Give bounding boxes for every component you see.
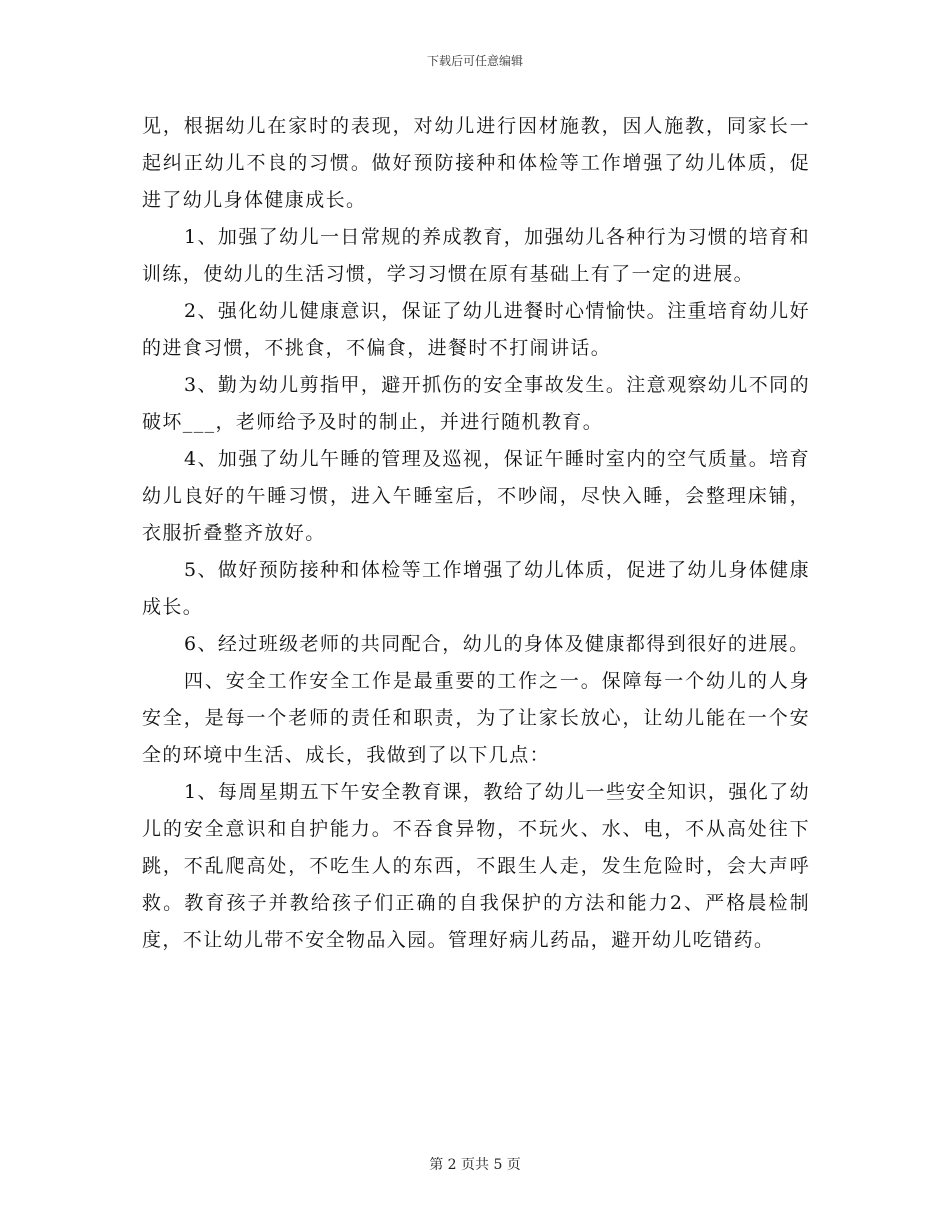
paragraph-item-4: 4、加强了幼儿午睡的管理及巡视，保证午睡时室内的空气质量。培育幼儿良好的午睡习惯，进入午睡室后，不吵闹，尽快入睡，会整理床铺，衣服折叠整齐放好。 (142, 448, 810, 544)
paragraph-item-2: 2、强化幼儿健康意识，保证了幼儿进餐时心情愉快。注重培育幼儿好的进食习惯，不挑食，不偏食，进餐时不打闹讲话。 (142, 300, 810, 359)
paragraph-item-6: 6、经过班级老师的共同配合，幼儿的身体及健康都得到很好的进展。 (184, 633, 810, 655)
paragraph-item-3: 3、勤为幼儿剪指甲，避开抓伤的安全事故发生。注意观察幼儿不同的破坏___，老师给予及时的制止，并进行随机教育。 (142, 374, 810, 433)
paragraph-item-5: 5、做好预防接种和体检等工作增强了幼儿体质，促进了幼儿身体健康成长。 (142, 559, 810, 618)
paragraph-continuation: 见，根据幼儿在家时的表现，对幼儿进行因材施教，因人施教，同家长一起纠正幼儿不良的习惯。做好预防接种和体检等工作增强了幼儿体质，促进了幼儿身体健康成长。 (142, 115, 810, 211)
page-footer: 第 2 页共 5 页 (429, 1157, 521, 1173)
paragraph-safety-item-1: 1、每周星期五下午安全教育课，教给了幼儿一些安全知识，强化了幼儿的安全意识和自护能力。不吞食异物，不玩火、水、电，不从高处往下跳，不乱爬高处，不吃生人的东西，不跟生人走，发生危险时，会大声呼救。教育孩子并教给孩子们正确的自我保护的方法和能力2、严格晨检制度，不让幼儿带不安全物品入园。管理好病儿药品，避开幼儿吃错药。 (142, 781, 810, 951)
document-body (142, 108, 810, 959)
paragraph-item-1: 1、加强了幼儿一日常规的养成教育，加强幼儿各种行为习惯的培育和训练，使幼儿的生活习惯，学习习惯在原有基础上有了一定的进展。 (142, 226, 810, 285)
paragraph-section-safety: 四、安全工作安全工作是最重要的工作之一。保障每一个幼儿的人身安全，是每一个老师的责任和职责，为了让家长放心，让幼儿能在一个安全的环境中生活、成长，我做到了以下几点： (142, 670, 810, 766)
page-header: 下载后可任意编辑 (426, 54, 523, 68)
